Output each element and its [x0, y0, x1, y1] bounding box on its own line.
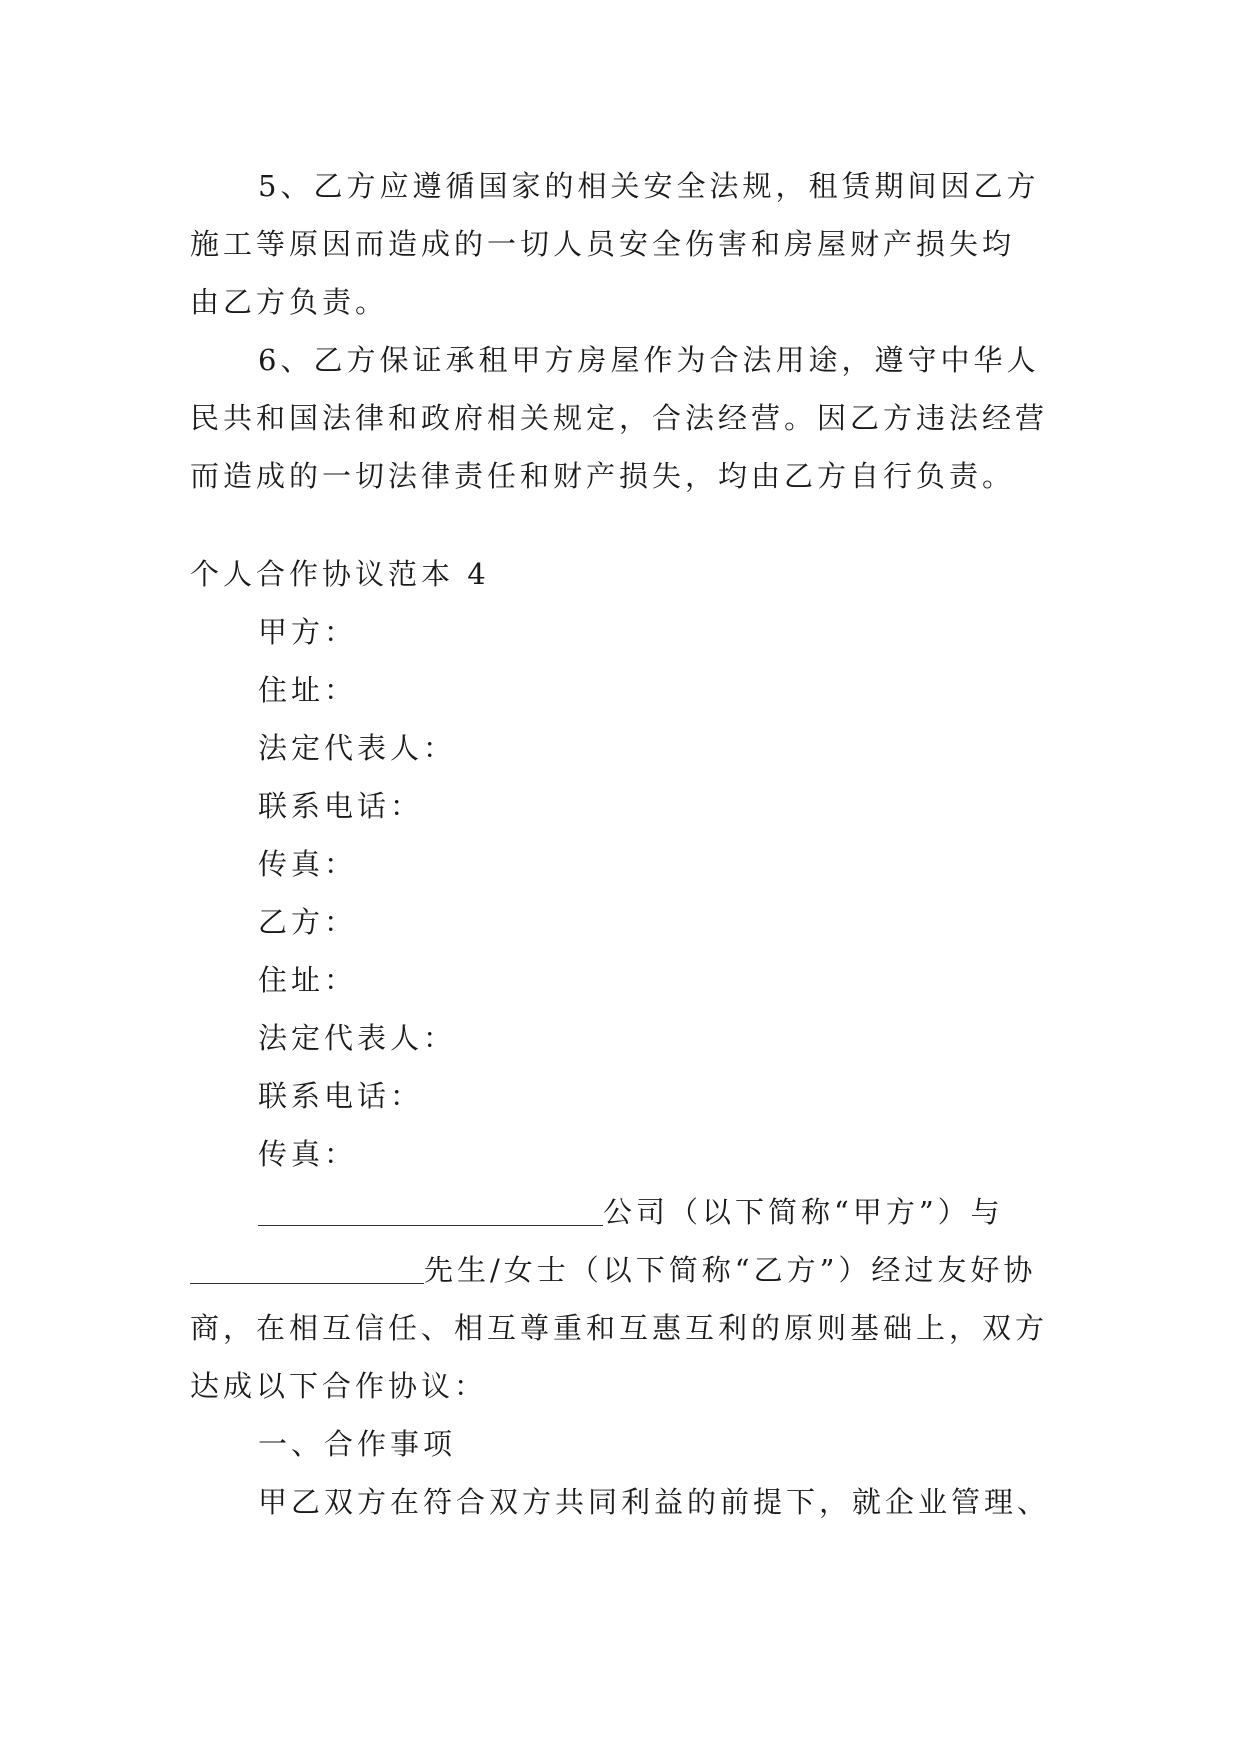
intro-line4: 达成以下合作协议： [190, 1369, 488, 1403]
section-title: 个人合作协议范本 4 [190, 557, 490, 591]
document-page [190, 157, 1050, 1531]
para6-line2: 民共和国法律和政府相关规定，合法经营。因乙方违法经营 [190, 401, 1049, 435]
para5-line3: 由乙方负责。 [190, 285, 389, 319]
intro-line2 [190, 1241, 1050, 1299]
party-b-phone: 联系电话： [258, 1079, 424, 1113]
intro-line1 [190, 1183, 1050, 1241]
section-spacer [190, 505, 1050, 545]
party-a-label: 甲方： [258, 615, 358, 649]
party-b-fax: 传真： [258, 1137, 358, 1171]
party-b-address: 住址： [258, 963, 358, 997]
person-name-blank [190, 1253, 424, 1284]
para6-line1: 6、乙方保证承租甲方房屋作为合法用途，遵守中华人 [258, 343, 1040, 377]
clause1-heading: 一、合作事项 [258, 1427, 457, 1461]
para5-line1: 5、乙方应遵循国家的相关安全法规，租赁期间因乙方 [258, 169, 1040, 203]
party-a-legal-rep: 法定代表人： [258, 731, 457, 765]
party-a-phone: 联系电话： [258, 789, 424, 823]
para5-line2: 施工等原因而造成的一切人员安全伤害和房屋财产损失均 [190, 227, 1016, 261]
company-name-blank [258, 1195, 603, 1226]
intro-line2-text: 先生/女士（以下简称“乙方”）经过友好协 [424, 1253, 1037, 1287]
party-b-legal-rep: 法定代表人： [258, 1021, 457, 1055]
party-a-fax: 传真： [258, 847, 358, 881]
clause1-line1: 甲乙双方在符合双方共同利益的前提下，就企业管理、 [258, 1485, 1051, 1519]
intro-line3: 商，在相互信任、相互尊重和互惠互利的原则基础上，双方 [190, 1311, 1049, 1345]
party-a-address: 住址： [258, 673, 358, 707]
intro-line1-text: 公司（以下简称“甲方”）与 [603, 1195, 1004, 1229]
para6-line3: 而造成的一切法律责任和财产损失，均由乙方自行负责。 [190, 459, 1016, 493]
party-b-label: 乙方： [258, 905, 358, 939]
